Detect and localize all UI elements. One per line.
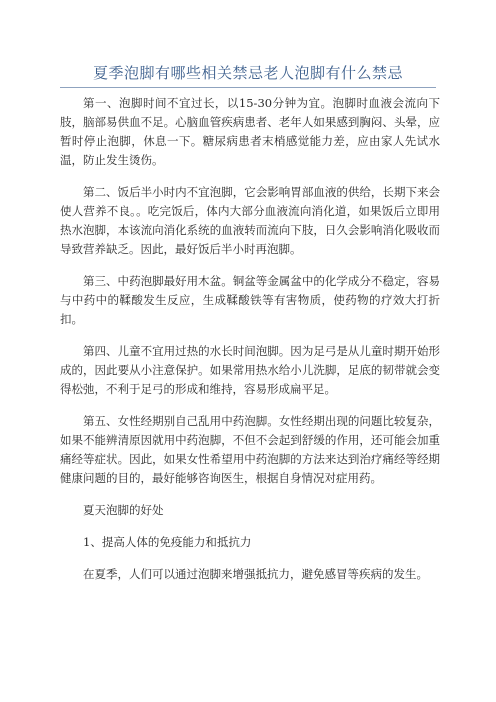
paragraph-2: 第二、饭后半小时内不宜泡脚，它会影响胃部血液的供给，长期下来会使人营养不良。。吃完饭后，体内大部分血液流向消化道，如果饭后立即用热水泡脚，本该流向消化系统的血液转而流向下肢，日久会影响消化吸收而导致营养缺乏。因此，最好饭后半小时再泡脚。 — [60, 185, 440, 256]
paragraph-6: 在夏季，人们可以通过泡脚来增强抵抗力，避免感冒等疾病的发生。 — [83, 567, 428, 581]
section-heading: 夏天泡脚的好处 — [83, 503, 164, 517]
subheading: 1、提高人体的免疫能力和抵抗力 — [83, 535, 252, 549]
paragraph-5: 第五、女性经期别自己乱用中药泡脚。女性经期出现的问题比较复杂，如果不能辨清原因就用中药泡脚，不但不会起到舒缓的作用，还可能会加重痛经等症状。因此，如果女性希望用中药泡脚的方法来达到治疗痛经等经期健康问题的目的，最好能够咨询医生，根据自身情况对症用药。 — [60, 414, 440, 485]
paragraph-1: 第一、泡脚时间不宜过长，以15-30分钟为宜。泡脚时血液会流向下肢，脑部易供血不足。心脑血管疾病患者、老年人如果感到胸闷、头晕，应暂时停止泡脚，休息一下。糖尿病患者末梢感觉能力差，应由家人先试水温，防止发生烫伤。 — [60, 96, 440, 167]
document-title: 夏季泡脚有哪些相关禁忌老人泡脚有什么禁忌 — [92, 64, 403, 82]
title-divider — [60, 87, 436, 88]
paragraph-4: 第四、儿童不宜用过热的水长时间泡脚。因为足弓是从儿童时期开始形成的，因此要从小注意保护。如果常用热水给小儿洗脚，足底的韧带就会变得松弛，不利于足弓的形成和维持，容易形成扁平足。 — [60, 344, 440, 396]
document-body — [60, 94, 440, 597]
paragraph-3: 第三、中药泡脚最好用木盆。铜盆等金属盆中的化学成分不稳定，容易与中药中的鞣酸发生反应，生成鞣酸铁等有害物质，使药物的疗效大打折扣。 — [60, 274, 440, 326]
